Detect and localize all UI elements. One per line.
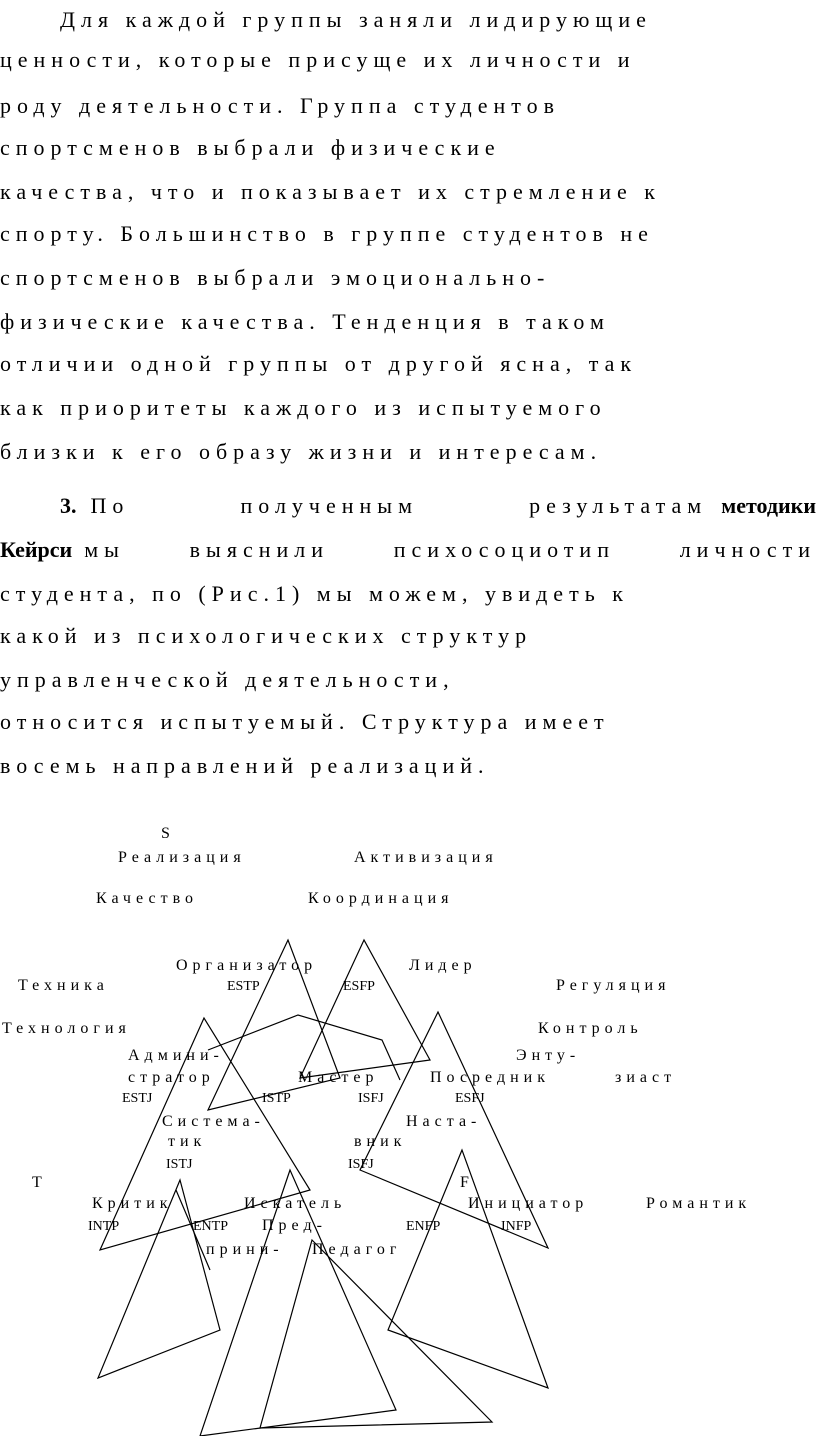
label-systematic-2: тик: [168, 1133, 207, 1150]
label-isfj-top: ISFJ: [358, 1091, 384, 1106]
label-activation: Активизация: [354, 849, 498, 866]
paragraph-number: 3.: [60, 493, 77, 518]
bold-term: Кейрси: [0, 537, 73, 562]
label-estj: ESTJ: [122, 1091, 153, 1106]
text-fragment: мы выяснили психосоциотип личности: [84, 537, 816, 562]
label-initiator: Инициатор: [468, 1195, 589, 1212]
text-line: физические качества. Тенденция в таком: [0, 309, 610, 334]
label-mentor-1: Наста-: [406, 1113, 482, 1130]
label-intp: INTP: [88, 1219, 120, 1234]
text-line: управленческой деятельности,: [0, 667, 455, 692]
label-entrepreneur-1: Пред-: [262, 1217, 327, 1234]
label-pedagogue: Педагог: [312, 1241, 402, 1258]
label-mentor-2: вник: [354, 1133, 407, 1150]
text-line: роду деятельности. Группа студентов: [0, 93, 561, 118]
text-line-second: [0, 530, 816, 570]
diagram-labels: [2, 825, 751, 1258]
label-control: Контроль: [538, 1020, 643, 1037]
label-isfj: ISFJ: [348, 1157, 374, 1172]
label-esfj: ESFJ: [455, 1091, 485, 1106]
bold-term: методики: [721, 493, 816, 518]
label-f: F: [460, 1174, 469, 1191]
text-line: качества, что и показывает их стремление к: [0, 179, 661, 204]
label-t: T: [32, 1174, 42, 1191]
label-quality: Качество: [96, 890, 199, 907]
text-fragment: По полученным результатам: [90, 493, 708, 518]
label-technology: Технология: [2, 1020, 131, 1037]
label-systematic-1: Система-: [162, 1113, 265, 1130]
label-master: Мастер: [298, 1069, 379, 1086]
label-enthusiast-1: Энту-: [516, 1047, 581, 1064]
label-mediator: Посредник: [430, 1069, 550, 1086]
label-coordination: Координация: [308, 890, 454, 907]
label-esfp: ESFP: [343, 979, 375, 994]
text-line: студента, по (Рис.1) мы можем, увидеть к: [0, 581, 629, 606]
text-line: спортсменов выбрали физические: [0, 135, 501, 160]
text-line: спорту. Большинство в группе студентов не: [0, 221, 654, 246]
keirsey-structure-diagram: [0, 820, 816, 1436]
text-line: как приоритеты каждого из испытуемого: [0, 395, 607, 420]
diagram-shapes: [98, 940, 548, 1436]
label-infp: INFP: [501, 1219, 532, 1234]
text-line: относится испытуемый. Структура имеет: [0, 709, 610, 734]
label-realization: Реализация: [118, 849, 246, 866]
label-entrepreneur-2: прини-: [206, 1241, 284, 1258]
label-organizer: Организатор: [176, 957, 318, 974]
label-critic: Критик: [92, 1195, 173, 1212]
label-seeker: Искатель: [244, 1195, 347, 1212]
label-estp: ESTP: [227, 979, 260, 994]
text-line: ценности, которые присуще их личности и: [0, 47, 636, 72]
text-line: близки к его образу жизни и интересам.: [0, 439, 603, 464]
text-line: Для каждой группы заняли лидирующие: [60, 7, 652, 32]
label-enthusiast-2: зиаст: [615, 1069, 677, 1086]
triangle-pedagogue: [260, 1240, 492, 1428]
label-technique: Техника: [18, 977, 109, 994]
label-administrator-1: Админи-: [128, 1047, 224, 1064]
text-line: отличии одной группы от другой ясна, так: [0, 351, 638, 376]
text-line: какой из психологических структур: [0, 623, 533, 648]
label-istj: ISTJ: [166, 1157, 193, 1172]
text-line: спортсменов выбрали эмоционально-: [0, 265, 551, 290]
label-entp: ENTP: [193, 1219, 228, 1234]
label-regulation: Регуляция: [556, 977, 671, 994]
text-line: восемь направлений реализаций.: [0, 753, 490, 778]
label-administrator-2: стратор: [128, 1069, 215, 1086]
label-leader: Лидер: [409, 957, 477, 974]
label-enfp: ENFP: [406, 1219, 441, 1234]
label-s: S: [161, 825, 170, 842]
label-romantic: Романтик: [646, 1195, 752, 1212]
label-istp: ISTP: [262, 1091, 291, 1106]
text-line-first: [0, 486, 816, 526]
